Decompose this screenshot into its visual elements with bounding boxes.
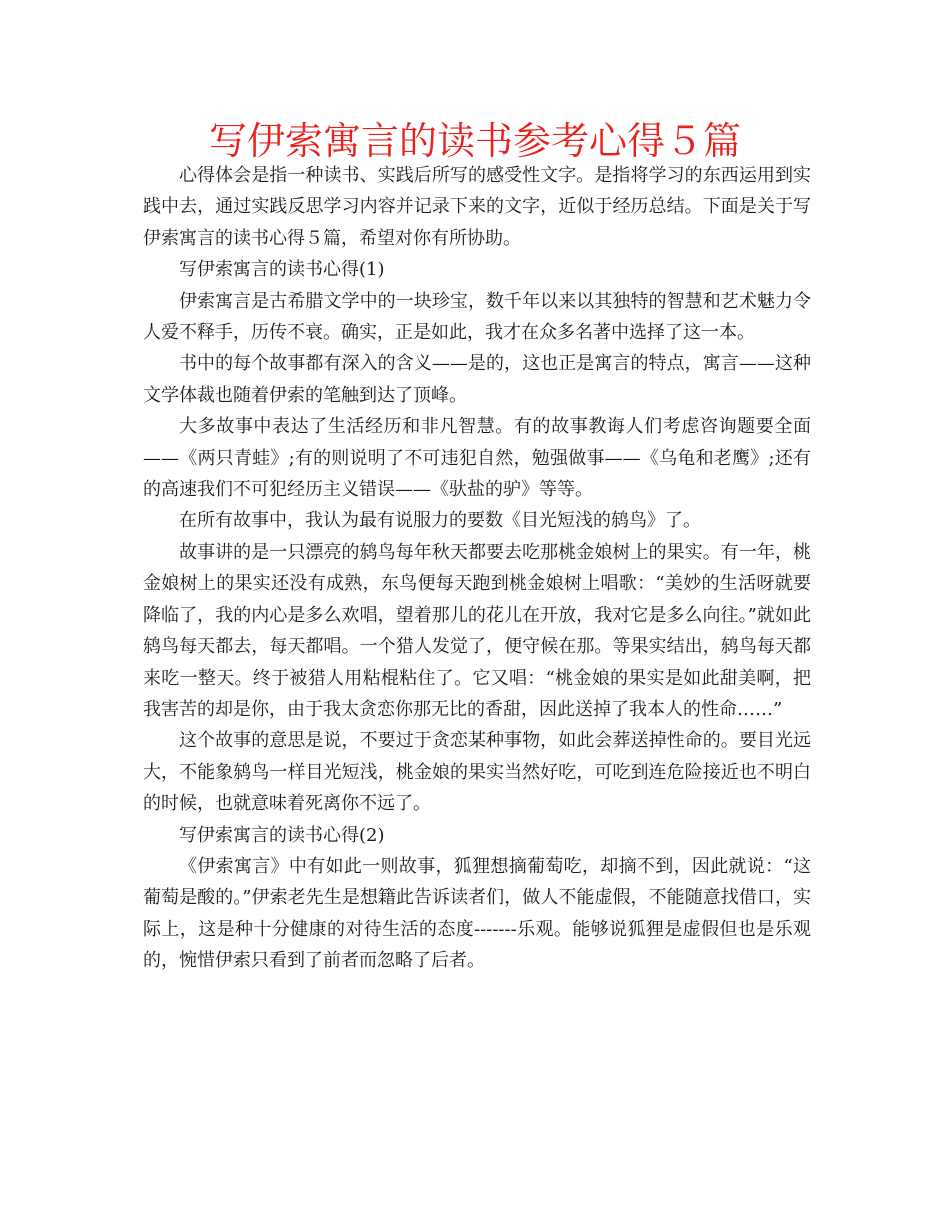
document-title: 写伊索寓言的读书参考心得５篇: [208, 119, 741, 163]
paragraph: 大多故事中表达了生活经历和非凡智慧。有的故事教诲人们考虑咨询题要全面——《两只青蛙》;有的则说明了不可违犯自然，勉强做事——《乌龟和老鹰》;还有的高速我们不可犯经历主义错误——《驮盐的驴》等等。: [143, 416, 811, 501]
paragraph: 书中的每个故事都有深入的含义——是的，这也正是寓言的特点，寓言——这种文学体裁也随着伊索的笔触到达了顶峰。: [143, 353, 811, 406]
paragraph-intro: 心得体会是指一种读书、实践后所写的感受性文字。是指将学习的东西运用到实践中去，通过实践反思学习内容并记录下来的文字，近似于经历总结。下面是关于写伊索寓言的读书心得５篇，希望对你有所协助。: [143, 165, 811, 249]
paragraph: 故事讲的是一只漂亮的鸫鸟每年秋天都要去吃那桃金娘树上的果实。有一年，桃金娘树上的果实还没有成熟，东鸟便每天跑到桃金娘树上唱歌：“美妙的生活呀就要降临了，我的内心是多么欢唱，望着那儿的花儿在开放，我对它是多么向往。”就如此鸫鸟每天都去，每天都唱。一个猎人发觉了，便守候在那。等果实结出，鸫鸟每天都来吃一整天。终于被猎人用粘棍粘住了。它又唱：“桃金娘的果实是如此甜美啊，把我害苦的却是你，由于我太贪恋你那无比的香甜，因此送掉了我本人的性命……”: [143, 541, 811, 720]
document-body: [143, 160, 811, 977]
section-heading-1: 写伊索寓言的读书心得(1): [179, 259, 385, 281]
section-heading-2: 写伊索寓言的读书心得(2): [179, 824, 385, 846]
paragraph: 伊索寓言是古希腊文学中的一块珍宝，数千年以来以其独特的智慧和艺术魅力令人爱不释手，历传不衰。确实，正是如此，我才在众多名著中选择了这一本。: [143, 290, 811, 344]
paragraph: 在所有故事中，我认为最有说服力的要数《目光短浅的鸫鸟》了。: [179, 510, 701, 532]
paragraph: 这个故事的意思是说，不要过于贪恋某种事物，如此会葬送掉性命的。要目光远大，不能象鸫鸟一样目光短浅，桃金娘的果实当然好吃，可吃到连危险接近也不明白的时候，也就意味着死离你不远了。: [143, 730, 811, 815]
paragraph: 《伊索寓言》中有如此一则故事，狐狸想摘葡萄吃，却摘不到，因此就说：“这葡萄是酸的。”伊索老先生是想籍此告诉读者们，做人不能虚假，不能随意找借口，实际上，这是种十分健康的对待生活的态度-------乐观。能够说狐狸是虚假但也是乐观的，惋惜伊索只看到了前者而忽略了后者。: [143, 855, 811, 972]
